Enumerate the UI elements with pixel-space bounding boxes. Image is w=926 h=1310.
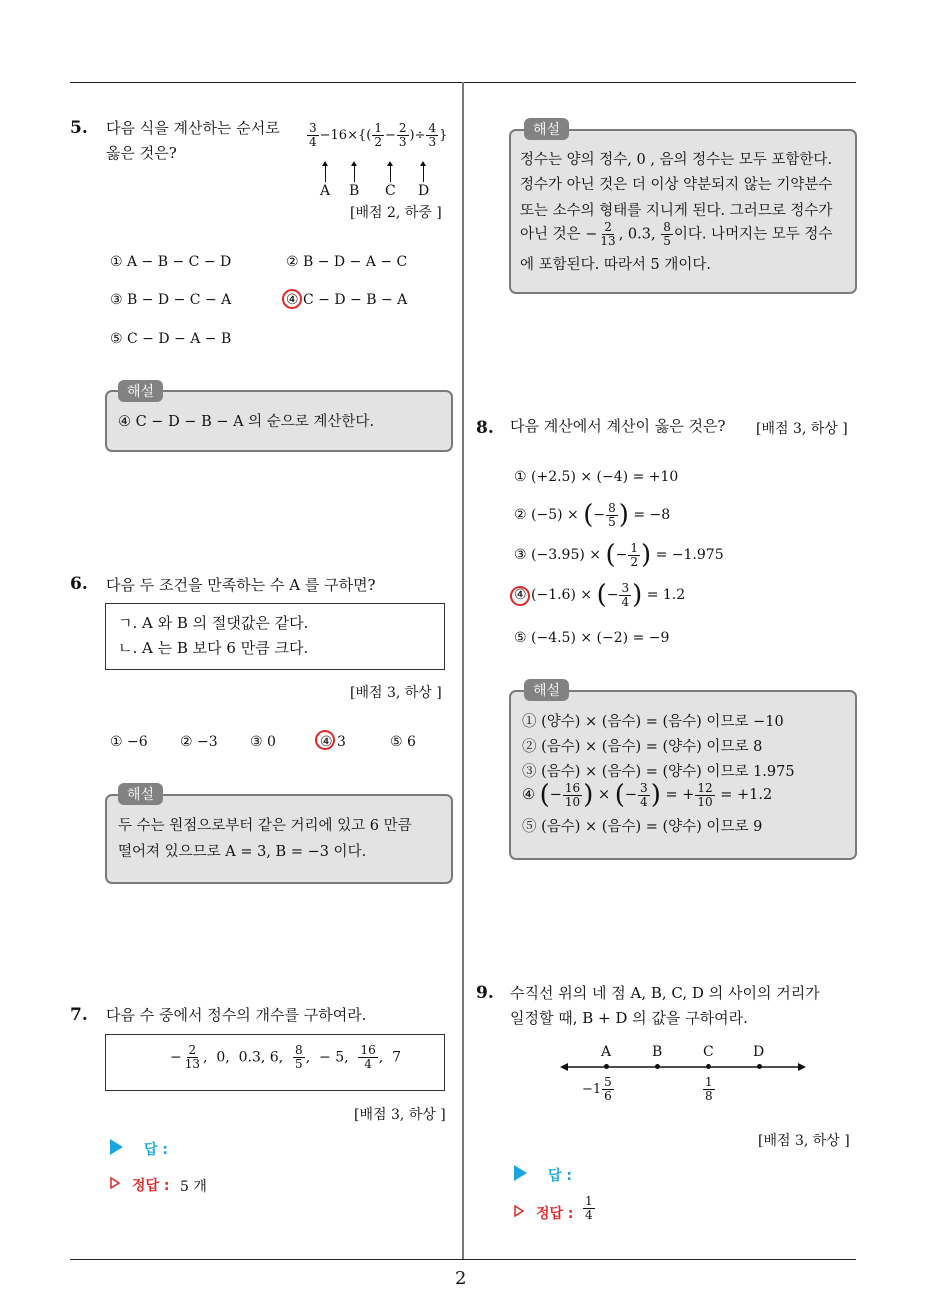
question-number: 7. <box>70 1005 88 1025</box>
solution-tag: 해설 <box>118 380 163 402</box>
bottom-rule <box>70 1259 856 1260</box>
choice-2[interactable]: ② (−5) × (− $\frac{8}{5}$ ) = −8 <box>514 500 671 530</box>
correct-arrow-icon <box>110 1177 120 1189</box>
condition-2: ㄴ. A 는 B 보다 6 만큼 크다. <box>118 639 309 657</box>
solution-text-1: 두 수는 원점으로부터 같은 거리에 있고 6 만큼 <box>118 818 412 834</box>
label-c: C <box>385 183 396 199</box>
choice-4[interactable]: ④ C − D − B − A <box>286 292 408 308</box>
point-b-label: B <box>652 1044 663 1060</box>
question-text-2: 일정할 때, B + D 의 값을 구하여라. <box>510 1009 748 1027</box>
point-c <box>706 1064 711 1069</box>
point-c-label: C <box>703 1044 714 1060</box>
question-text: 다음 식을 계산하는 순서로 <box>106 119 280 137</box>
choice-2[interactable]: ② B − D − A − C <box>286 254 408 270</box>
choice-2[interactable]: ② −3 <box>180 734 218 750</box>
question-text: 다음 두 조건을 만족하는 수 A 를 구하면? <box>106 576 376 594</box>
label-b: B <box>349 183 360 199</box>
solution-line-4: 아닌 것은 − $\frac{2}{13}$ , 0.3, $\frac{8}{5}$ 이다. 나머지는 모두 정수 <box>520 220 833 248</box>
solution-line-2: ② (음수) × (음수) = (양수) 이므로 8 <box>522 739 763 755</box>
score: [배점 3, 하상 ] <box>758 1133 850 1149</box>
choice-3[interactable]: ③ 0 <box>250 734 276 750</box>
correct-value: $\frac{1}{4}$ <box>585 1194 593 1222</box>
solution-line-3: ③ (음수) × (음수) = (양수) 이므로 1.975 <box>522 764 795 780</box>
point-d <box>757 1064 762 1069</box>
correct-value: 5 개 <box>180 1179 207 1195</box>
solution-line-1: 정수는 양의 정수, 0 , 음의 정수는 모두 포함한다. <box>520 152 833 168</box>
condition-1: ㄱ. A 와 B 의 절댓값은 같다. <box>118 614 309 632</box>
point-a <box>604 1064 609 1069</box>
correct-label: 정답 : <box>536 1206 574 1222</box>
solution-line-3: 또는 소수의 형태를 지니게 된다. 그러므로 정수가 <box>520 203 833 219</box>
score: [배점 3, 하상 ] <box>354 1107 446 1123</box>
point-a-value: −1 $\frac{5}{6}$ <box>582 1075 612 1103</box>
point-c-value: $\frac{1}{8}$ <box>705 1075 713 1103</box>
question-text: 수직선 위의 네 점 A, B, C, D 의 사이의 거리가 <box>510 984 820 1002</box>
column-divider <box>462 82 464 1259</box>
solution-text: ④ C − D − B − A 의 순으로 계산한다. <box>118 414 375 430</box>
arrow-d <box>423 164 424 182</box>
solution-line-2: 정수가 아닌 것은 더 이상 약분되지 않는 기약분수 <box>520 177 833 193</box>
choice-5[interactable]: ⑤ 6 <box>390 734 416 750</box>
solution-line-5: ⑤ (음수) × (음수) = (양수) 이므로 9 <box>522 819 763 835</box>
expression: $\frac{3}{4}$ −16×{( $\frac{1}{2}$ − $\frac{2}{3}$ )÷ $\frac{4}{3}$ } <box>309 121 448 149</box>
choice-3[interactable]: ③ B − D − C − A <box>110 292 232 308</box>
question-number: 8. <box>476 418 494 438</box>
solution-line-4: ④ (− $\frac{16}{10}$ ) × (− $\frac{3}{4}$ ) = + $\frac{12}{10}$ = +1.2 <box>522 780 773 810</box>
score: [배점 2, 하중 ] <box>350 205 442 221</box>
score: [배점 3, 하상 ] <box>350 685 442 701</box>
answer-arrow-icon <box>514 1165 527 1181</box>
point-d-label: D <box>753 1044 765 1060</box>
label-d: D <box>418 183 430 199</box>
solution-tag: 해설 <box>118 783 163 805</box>
solution-line-1: ① (양수) × (음수) = (음수) 이므로 −10 <box>522 714 784 730</box>
question-text: 다음 계산에서 계산이 옳은 것은? <box>510 417 726 435</box>
solution-line-5: 에 포함된다. 따라서 5 개이다. <box>520 257 711 273</box>
choice-1[interactable]: ① (+2.5) × (−4) = +10 <box>514 469 679 485</box>
answer-arrow-icon <box>110 1139 123 1155</box>
choice-5[interactable]: ⑤ (−4.5) × (−2) = −9 <box>514 630 670 646</box>
answer-label: 답 : <box>548 1168 572 1184</box>
number-line <box>560 1058 806 1076</box>
answer-label: 답 : <box>144 1142 168 1158</box>
arrow-a <box>325 164 326 182</box>
arrow-c <box>390 164 391 182</box>
choice-5[interactable]: ⑤ C − D − A − B <box>110 331 232 347</box>
solution-text-2: 떨어져 있으므로 A = 3, B = −3 이다. <box>118 844 367 860</box>
question-number: 6. <box>70 574 88 594</box>
arrow-b <box>354 164 355 182</box>
solution-box <box>105 794 453 884</box>
point-b <box>655 1064 660 1069</box>
question-text-2: 옳은 것은? <box>106 144 177 162</box>
point-a-label: A <box>601 1044 612 1060</box>
choice-4[interactable]: ④ 3 <box>320 734 346 750</box>
correct-arrow-icon <box>514 1205 524 1217</box>
question-number: 5. <box>70 118 88 138</box>
score: [배점 3, 하상 ] <box>756 421 848 437</box>
choice-1[interactable]: ① A − B − C − D <box>110 254 232 270</box>
question-text: 다음 수 중에서 정수의 개수를 구하여라. <box>106 1006 367 1024</box>
correct-label: 정답 : <box>132 1178 170 1194</box>
label-a: A <box>320 183 331 199</box>
number-list: − $\frac{2}{13}$ , 0, 0.3, 6, $\frac{8}{5}$ , − 5, $\frac{16}{4}$ , 7 <box>170 1043 402 1071</box>
choice-4[interactable]: ④ (−1.6) × (− $\frac{3}{4}$ ) = 1.2 <box>514 580 686 610</box>
solution-tag: 해설 <box>524 118 569 140</box>
choice-3[interactable]: ③ (−3.95) × (− $\frac{1}{2}$ ) = −1.975 <box>514 540 724 570</box>
solution-tag: 해설 <box>524 679 569 701</box>
choice-1[interactable]: ① −6 <box>110 734 148 750</box>
question-number: 9. <box>476 983 494 1003</box>
page-number: 2 <box>455 1268 467 1289</box>
